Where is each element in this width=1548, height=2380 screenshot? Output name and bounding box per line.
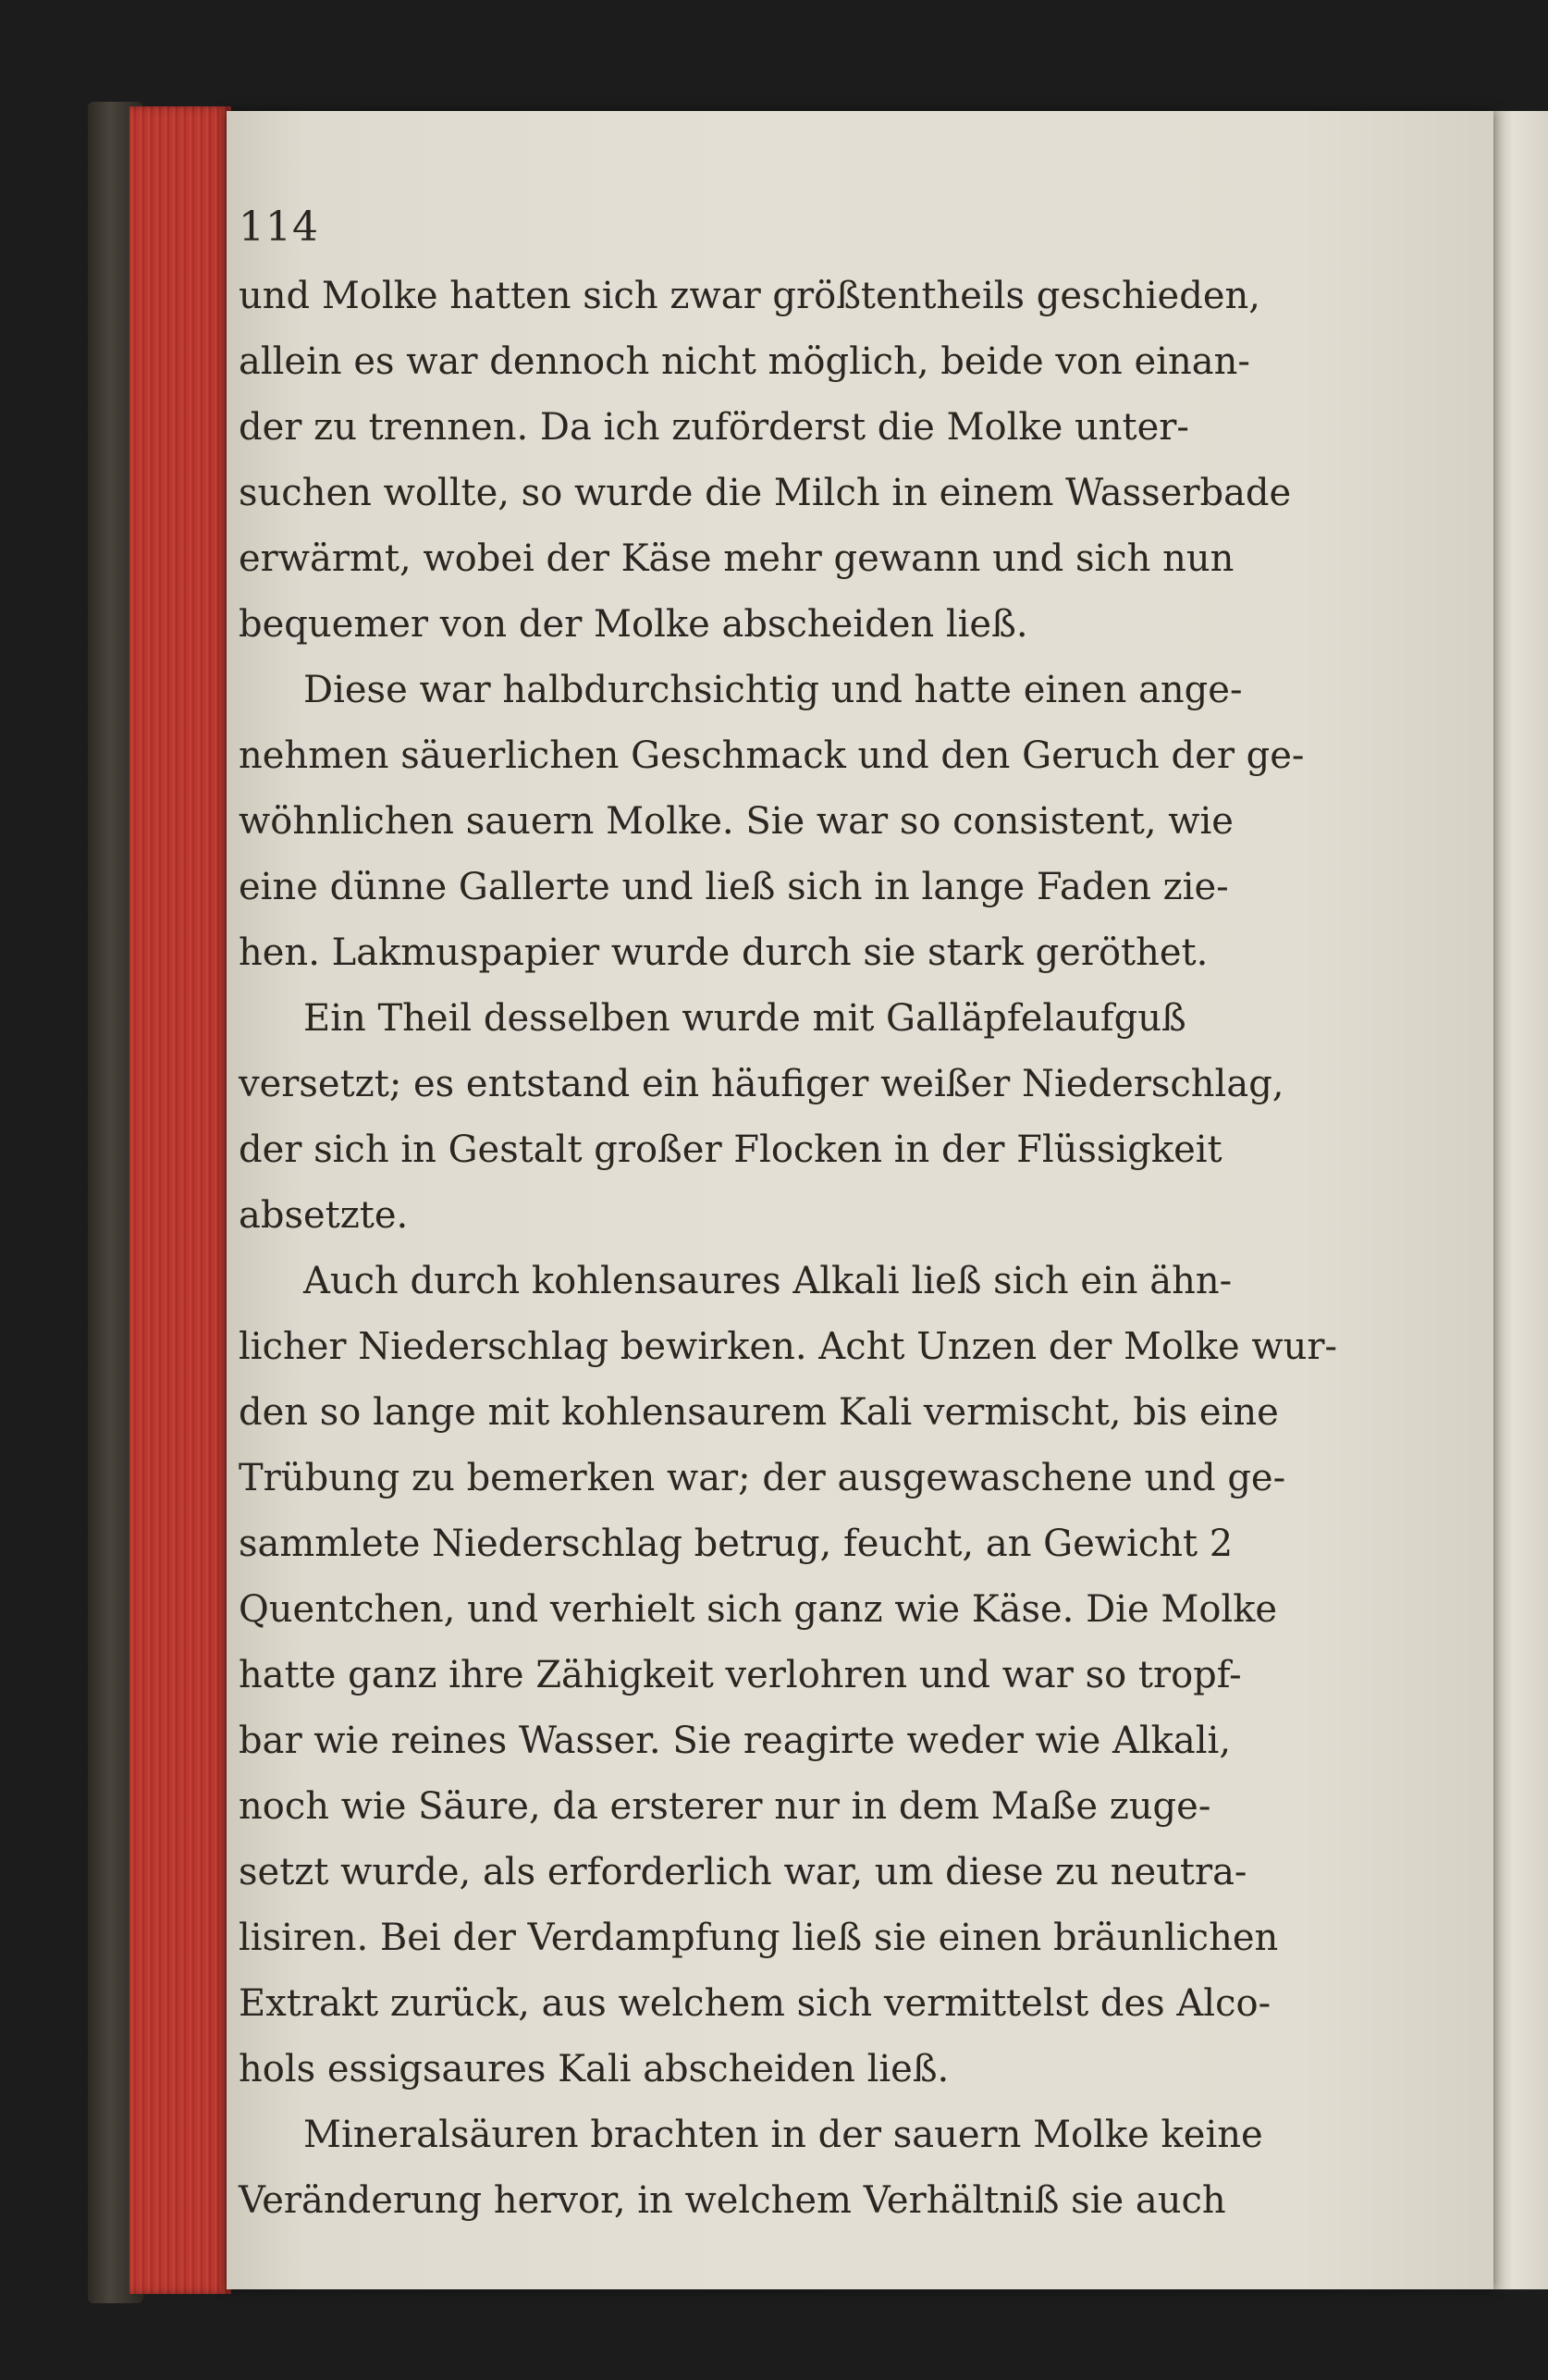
text-line: Quentchen, und verhielt sich ganz wie Käse. Die Molke: [239, 1588, 1278, 1631]
text-line: wöhnlichen sauern Molke. Sie war so consistent, wie: [239, 800, 1234, 843]
text-line: hatte ganz ihre Zähigkeit verlohren und war so tropf-: [239, 1654, 1242, 1696]
text-line: bar wie reines Wasser. Sie reagirte weder wie Alkali,: [239, 1720, 1232, 1762]
text-line: hols essigsaures Kali abscheiden ließ.: [239, 2048, 950, 2090]
text-line: hen. Lakmuspapier wurde durch sie stark geröthet.: [239, 931, 1209, 974]
text-line: erwärmt, wobei der Käse mehr gewann und sich nun: [239, 537, 1235, 580]
text-line: den so lange mit kohlensaurem Kali vermischt, bis eine: [239, 1391, 1279, 1434]
text-line: versetzt; es entstand ein häufiger weißer Niederschlag,: [239, 1063, 1284, 1105]
text-line: bequemer von der Molke abscheiden ließ.: [239, 603, 1028, 646]
text-line: Veränderung hervor, in welchem Verhältniß sie auch: [239, 2179, 1226, 2222]
text-line: Mineralsäuren brachten in der sauern Molke keine: [303, 2114, 1263, 2156]
text-line: nehmen säuerlichen Geschmack und den Geruch der ge-: [239, 734, 1305, 777]
text-line: noch wie Säure, da ersterer nur in dem Maße zuge-: [239, 1785, 1211, 1828]
red-page-edges: [129, 106, 231, 2294]
text-line: der sich in Gestalt großer Flocken in der Flüssigkeit: [239, 1128, 1222, 1171]
text-line: allein es war dennoch nicht möglich, beide von einan-: [239, 340, 1250, 383]
text-line: setzt wurde, als erforderlich war, um diese zu neutra-: [239, 1851, 1247, 1893]
text-line: lisiren. Bei der Verdampfung ließ sie einen bräunlichen: [239, 1917, 1279, 1959]
text-line: Trübung zu bemerken war; der ausgewaschene und ge-: [239, 1457, 1286, 1499]
page-number: 114: [239, 203, 319, 251]
text-line: suchen wollte, so wurde die Milch in einem Wasserbade: [239, 472, 1292, 514]
text-line: licher Niederschlag bewirken. Acht Unzen der Molke wur-: [239, 1326, 1338, 1368]
body-text: [239, 264, 1338, 2234]
text-line: Diese war halbdurchsichtig und hatte einen ange-: [303, 669, 1243, 711]
text-line: Ein Theil desselben wurde mit Galläpfelaufguß: [303, 997, 1186, 1040]
text-line: der zu trennen. Da ich zuförderst die Molke unter-: [239, 406, 1189, 449]
text-line: sammlete Niederschlag betrug, feucht, an Gewicht 2: [239, 1523, 1234, 1565]
text-line: Auch durch kohlensaures Alkali ließ sich ein ähn-: [303, 1260, 1233, 1302]
text-line: Extrakt zurück, aus welchem sich vermittelst des Alco-: [239, 1982, 1272, 2025]
text-line: absetzte.: [239, 1194, 409, 1237]
text-line: und Molke hatten sich zwar größtentheils geschieden,: [239, 275, 1260, 317]
text-line: eine dünne Gallerte und ließ sich in lange Faden zie-: [239, 866, 1229, 908]
next-page-edge: [1489, 111, 1548, 2289]
